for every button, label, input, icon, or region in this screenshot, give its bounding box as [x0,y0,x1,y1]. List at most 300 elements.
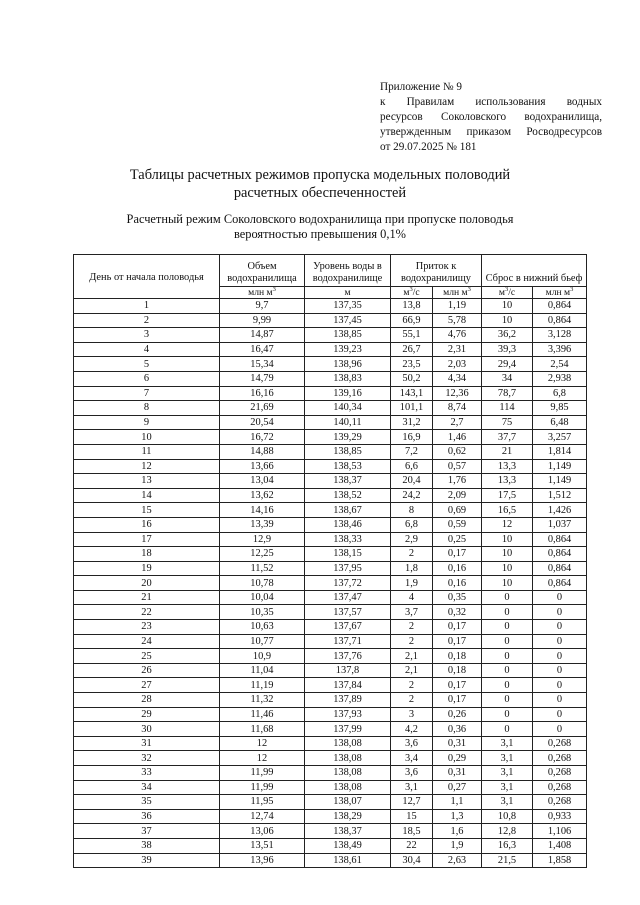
cell-inflow-rate: 31,2 [391,415,433,430]
table-row [74,547,587,562]
cell-discharge-volume: 1,426 [533,503,587,518]
cell-day: 27 [74,678,220,693]
cell-level: 138,37 [305,474,391,489]
cell-volume: 16,72 [220,430,305,445]
cell-volume: 13,39 [220,517,305,532]
cell-day: 34 [74,780,220,795]
cell-inflow-volume: 1,9 [433,838,482,853]
cell-inflow-volume: 1,3 [433,809,482,824]
cell-discharge-rate: 29,4 [482,357,533,372]
cell-day: 20 [74,576,220,591]
cell-discharge-rate: 10 [482,547,533,562]
cell-discharge-rate: 0 [482,722,533,737]
cell-inflow-volume: 0,31 [433,736,482,751]
cell-level: 138,29 [305,809,391,824]
cell-volume: 11,68 [220,722,305,737]
cell-level: 138,53 [305,459,391,474]
cell-discharge-volume: 0,268 [533,780,587,795]
cell-discharge-volume: 1,149 [533,474,587,489]
cell-inflow-volume: 2,31 [433,342,482,357]
unit-inflow-rate: $м^3/с$ [391,287,433,299]
cell-discharge-rate: 0 [482,707,533,722]
cell-discharge-volume: 0 [533,605,587,620]
flood-regime-table [73,254,587,868]
cell-inflow-rate: 3 [391,707,433,722]
cell-discharge-rate: 0 [482,693,533,708]
cell-inflow-rate: 4,2 [391,722,433,737]
cell-inflow-rate: 4 [391,590,433,605]
table-row [74,444,587,459]
cell-volume: 10,9 [220,649,305,664]
cell-discharge-rate: 0 [482,634,533,649]
cell-inflow-volume: 0,36 [433,722,482,737]
table-row [74,488,587,503]
cell-day: 19 [74,561,220,576]
cell-discharge-volume: 0 [533,707,587,722]
cell-inflow-rate: 16,9 [391,430,433,445]
cell-discharge-volume: 0,864 [533,576,587,591]
cell-discharge-volume: 6,48 [533,415,587,430]
cell-level: 137,84 [305,678,391,693]
cell-inflow-rate: 3,7 [391,605,433,620]
cell-inflow-rate: 12,7 [391,795,433,810]
cell-volume: 13,66 [220,459,305,474]
cell-discharge-rate: 12,8 [482,824,533,839]
cell-inflow-volume: 0,25 [433,532,482,547]
cell-level: 138,37 [305,824,391,839]
unit-level: м [305,287,391,299]
cell-discharge-volume: 0,268 [533,795,587,810]
cell-day: 28 [74,693,220,708]
cell-day: 16 [74,517,220,532]
header-level: Уровень воды в водохранилище [305,255,391,287]
cell-inflow-volume: 0,17 [433,693,482,708]
table-row [74,313,587,328]
cell-inflow-rate: 66,9 [391,313,433,328]
cell-inflow-rate: 18,5 [391,824,433,839]
cell-discharge-volume: 1,037 [533,517,587,532]
cell-inflow-rate: 101,1 [391,401,433,416]
cell-day: 26 [74,663,220,678]
unit-volume: млн $м^3$ [220,287,305,299]
cell-inflow-volume: 0,69 [433,503,482,518]
cell-inflow-volume: 0,27 [433,780,482,795]
cell-inflow-volume: 12,36 [433,386,482,401]
table-caption-line-1: Расчетный режим Соколовского водохранилища при пропуске половодья [126,212,514,226]
cell-inflow-volume: 1,6 [433,824,482,839]
cell-discharge-volume: 0 [533,634,587,649]
cell-volume: 13,62 [220,488,305,503]
cell-discharge-volume: 1,858 [533,853,587,868]
cell-discharge-rate: 12 [482,517,533,532]
cell-discharge-volume: 0,864 [533,532,587,547]
cell-discharge-volume: 0 [533,693,587,708]
header-inflow: Приток к водохранилищу [391,255,482,287]
cell-day: 14 [74,488,220,503]
cell-inflow-volume: 0,17 [433,547,482,562]
cell-inflow-rate: 2,1 [391,663,433,678]
table-row [74,605,587,620]
cell-discharge-volume: 3,128 [533,328,587,343]
cell-discharge-rate: 37,7 [482,430,533,445]
cell-day: 2 [74,313,220,328]
cell-level: 137,57 [305,605,391,620]
table-row [74,751,587,766]
cell-discharge-rate: 21,5 [482,853,533,868]
cell-volume: 13,51 [220,838,305,853]
cell-level: 139,23 [305,342,391,357]
table-row [74,795,587,810]
cell-day: 39 [74,853,220,868]
cell-level: 137,45 [305,313,391,328]
cell-discharge-volume: 3,257 [533,430,587,445]
cell-inflow-volume: 5,78 [433,313,482,328]
cell-inflow-volume: 4,76 [433,328,482,343]
cell-discharge-rate: 10,8 [482,809,533,824]
cell-volume: 11,99 [220,766,305,781]
cell-discharge-rate: 10 [482,576,533,591]
cell-volume: 16,47 [220,342,305,357]
table-row [74,780,587,795]
table-row [74,299,587,314]
cell-inflow-volume: 2,7 [433,415,482,430]
table-row [74,561,587,576]
cell-level: 140,34 [305,401,391,416]
cell-inflow-volume: 1,19 [433,299,482,314]
cell-level: 139,16 [305,386,391,401]
table-row [74,386,587,401]
cell-inflow-volume: 0,18 [433,649,482,664]
cell-day: 33 [74,766,220,781]
cell-day: 29 [74,707,220,722]
cell-inflow-volume: 0,17 [433,634,482,649]
cell-inflow-volume: 1,1 [433,795,482,810]
cell-inflow-rate: 2,1 [391,649,433,664]
cell-inflow-rate: 30,4 [391,853,433,868]
cell-level: 137,76 [305,649,391,664]
cell-level: 138,67 [305,503,391,518]
cell-level: 139,29 [305,430,391,445]
cell-volume: 12 [220,736,305,751]
table-body [74,299,587,868]
cell-day: 22 [74,605,220,620]
cell-discharge-volume: 0,864 [533,299,587,314]
cell-discharge-rate: 10 [482,561,533,576]
cell-volume: 12 [220,751,305,766]
appendix-ref-line-3: утвержденным приказом Росводресурсов [380,126,602,138]
cell-volume: 12,9 [220,532,305,547]
cell-volume: 9,99 [220,313,305,328]
table-row [74,809,587,824]
appendix-ref-line-1: к Правилам использования водных [380,96,602,108]
cell-discharge-volume: 2,938 [533,371,587,386]
table-row [74,707,587,722]
table-row [74,722,587,737]
cell-inflow-rate: 8 [391,503,433,518]
cell-day: 8 [74,401,220,416]
cell-level: 138,83 [305,371,391,386]
cell-inflow-rate: 20,4 [391,474,433,489]
cell-volume: 10,77 [220,634,305,649]
cell-discharge-rate: 10 [482,299,533,314]
table-row [74,736,587,751]
cell-discharge-volume: 0 [533,722,587,737]
table-row [74,430,587,445]
cell-level: 140,11 [305,415,391,430]
cell-level: 138,08 [305,751,391,766]
cell-day: 6 [74,371,220,386]
cell-inflow-rate: 23,5 [391,357,433,372]
cell-inflow-volume: 0,29 [433,751,482,766]
cell-day: 23 [74,620,220,635]
cell-volume: 9,7 [220,299,305,314]
document-title-line-1: Таблицы расчетных режимов пропуска модельных половодий [129,167,511,183]
cell-level: 138,08 [305,780,391,795]
unit-inflow-volume: млн $м^3$ [433,287,482,299]
cell-discharge-volume: 0,864 [533,313,587,328]
table-row [74,693,587,708]
cell-volume: 11,99 [220,780,305,795]
cell-level: 137,47 [305,590,391,605]
cell-volume: 15,34 [220,357,305,372]
cell-day: 18 [74,547,220,562]
cell-level: 138,85 [305,444,391,459]
cell-day: 4 [74,342,220,357]
cell-day: 30 [74,722,220,737]
cell-day: 15 [74,503,220,518]
cell-discharge-rate: 16,3 [482,838,533,853]
cell-level: 137,89 [305,693,391,708]
cell-level: 137,72 [305,576,391,591]
cell-level: 137,99 [305,722,391,737]
appendix-ref-line-2: ресурсов Соколовского водохранилища, [380,111,602,123]
cell-discharge-rate: 34 [482,371,533,386]
table-row [74,328,587,343]
cell-discharge-rate: 3,1 [482,736,533,751]
appendix-order-date: от 29.07.2025 № 181 [380,141,477,153]
cell-day: 24 [74,634,220,649]
cell-level: 138,96 [305,357,391,372]
table-row [74,634,587,649]
cell-discharge-volume: 0,864 [533,547,587,562]
cell-day: 38 [74,838,220,853]
cell-inflow-rate: 26,7 [391,342,433,357]
cell-day: 3 [74,328,220,343]
cell-volume: 13,96 [220,853,305,868]
cell-discharge-volume: 0 [533,649,587,664]
cell-inflow-volume: 2,63 [433,853,482,868]
cell-inflow-volume: 4,34 [433,371,482,386]
cell-discharge-rate: 3,1 [482,795,533,810]
cell-inflow-volume: 2,03 [433,357,482,372]
table-row [74,663,587,678]
table-row [74,517,587,532]
cell-discharge-rate: 114 [482,401,533,416]
cell-discharge-rate: 0 [482,605,533,620]
cell-volume: 12,25 [220,547,305,562]
cell-discharge-volume: 0 [533,590,587,605]
appendix-header [380,80,602,155]
cell-discharge-rate: 36,2 [482,328,533,343]
cell-level: 138,33 [305,532,391,547]
cell-volume: 14,79 [220,371,305,386]
cell-inflow-rate: 15 [391,809,433,824]
cell-discharge-volume: 1,106 [533,824,587,839]
cell-discharge-rate: 3,1 [482,780,533,795]
cell-day: 10 [74,430,220,445]
unit-discharge-rate: $м^3/с$ [482,287,533,299]
cell-inflow-volume: 0,17 [433,678,482,693]
cell-inflow-rate: 2 [391,634,433,649]
cell-inflow-rate: 3,4 [391,751,433,766]
cell-day: 25 [74,649,220,664]
table-caption [0,212,640,242]
cell-day: 13 [74,474,220,489]
appendix-number: Приложение № 9 [380,81,462,93]
cell-day: 37 [74,824,220,839]
cell-volume: 11,04 [220,663,305,678]
cell-inflow-volume: 1,46 [433,430,482,445]
cell-level: 137,8 [305,663,391,678]
cell-inflow-volume: 0,16 [433,561,482,576]
cell-level: 137,93 [305,707,391,722]
cell-inflow-rate: 3,1 [391,780,433,795]
table-row [74,415,587,430]
cell-discharge-rate: 0 [482,620,533,635]
cell-discharge-volume: 1,408 [533,838,587,853]
cell-volume: 20,54 [220,415,305,430]
cell-inflow-rate: 3,6 [391,736,433,751]
cell-discharge-volume: 3,396 [533,342,587,357]
cell-discharge-volume: 1,814 [533,444,587,459]
cell-inflow-rate: 6,8 [391,517,433,532]
cell-inflow-volume: 0,18 [433,663,482,678]
cell-volume: 10,04 [220,590,305,605]
table-row [74,766,587,781]
cell-inflow-volume: 0,32 [433,605,482,620]
cell-level: 137,71 [305,634,391,649]
cell-inflow-volume: 0,16 [433,576,482,591]
table-row [74,474,587,489]
cell-volume: 21,69 [220,401,305,416]
cell-discharge-volume: 2,54 [533,357,587,372]
cell-discharge-rate: 78,7 [482,386,533,401]
cell-discharge-volume: 0 [533,620,587,635]
cell-volume: 10,63 [220,620,305,635]
table-row [74,824,587,839]
cell-volume: 14,88 [220,444,305,459]
cell-level: 138,52 [305,488,391,503]
cell-discharge-rate: 75 [482,415,533,430]
cell-inflow-rate: 6,6 [391,459,433,474]
cell-volume: 14,87 [220,328,305,343]
cell-level: 137,95 [305,561,391,576]
cell-volume: 13,04 [220,474,305,489]
cell-volume: 12,74 [220,809,305,824]
cell-day: 32 [74,751,220,766]
cell-discharge-volume: 0,268 [533,736,587,751]
cell-inflow-rate: 22 [391,838,433,853]
table-row [74,649,587,664]
cell-volume: 16,16 [220,386,305,401]
table-row [74,620,587,635]
cell-inflow-rate: 2 [391,693,433,708]
cell-inflow-volume: 0,57 [433,459,482,474]
cell-level: 138,07 [305,795,391,810]
document-title-line-2: расчетных обеспеченностей [233,185,407,201]
cell-discharge-rate: 0 [482,590,533,605]
cell-inflow-rate: 2,9 [391,532,433,547]
cell-inflow-volume: 1,76 [433,474,482,489]
cell-inflow-volume: 8,74 [433,401,482,416]
cell-inflow-rate: 143,1 [391,386,433,401]
cell-inflow-volume: 0,62 [433,444,482,459]
header-discharge: Сброс в нижний бьеф [482,255,587,287]
cell-discharge-volume: 0,933 [533,809,587,824]
header-row [74,255,587,287]
cell-inflow-volume: 0,35 [433,590,482,605]
cell-inflow-volume: 0,59 [433,517,482,532]
cell-discharge-volume: 1,512 [533,488,587,503]
cell-inflow-rate: 2 [391,547,433,562]
cell-inflow-rate: 55,1 [391,328,433,343]
cell-volume: 11,46 [220,707,305,722]
cell-discharge-volume: 0,864 [533,561,587,576]
cell-day: 36 [74,809,220,824]
table-row [74,401,587,416]
document-title [0,166,640,202]
cell-inflow-volume: 0,31 [433,766,482,781]
cell-volume: 11,52 [220,561,305,576]
cell-level: 138,08 [305,766,391,781]
table-row [74,838,587,853]
cell-volume: 10,78 [220,576,305,591]
table-row [74,576,587,591]
cell-discharge-rate: 3,1 [482,751,533,766]
cell-day: 1 [74,299,220,314]
cell-day: 12 [74,459,220,474]
cell-discharge-rate: 0 [482,663,533,678]
cell-day: 11 [74,444,220,459]
cell-day: 35 [74,795,220,810]
cell-inflow-rate: 13,8 [391,299,433,314]
cell-day: 7 [74,386,220,401]
cell-level: 138,46 [305,517,391,532]
cell-inflow-rate: 2 [391,620,433,635]
cell-level: 138,49 [305,838,391,853]
table-row [74,590,587,605]
table-row [74,342,587,357]
cell-inflow-rate: 50,2 [391,371,433,386]
cell-discharge-rate: 21 [482,444,533,459]
cell-inflow-volume: 0,17 [433,620,482,635]
cell-discharge-volume: 0,268 [533,766,587,781]
cell-level: 138,08 [305,736,391,751]
cell-discharge-rate: 10 [482,532,533,547]
cell-discharge-volume: 6,8 [533,386,587,401]
cell-discharge-rate: 3,1 [482,766,533,781]
cell-level: 138,15 [305,547,391,562]
table-row [74,459,587,474]
cell-discharge-volume: 0 [533,678,587,693]
cell-level: 137,35 [305,299,391,314]
cell-day: 21 [74,590,220,605]
cell-discharge-rate: 10 [482,313,533,328]
cell-day: 5 [74,357,220,372]
table-row [74,532,587,547]
cell-discharge-rate: 16,5 [482,503,533,518]
header-day: День от начала половодья [74,255,220,299]
